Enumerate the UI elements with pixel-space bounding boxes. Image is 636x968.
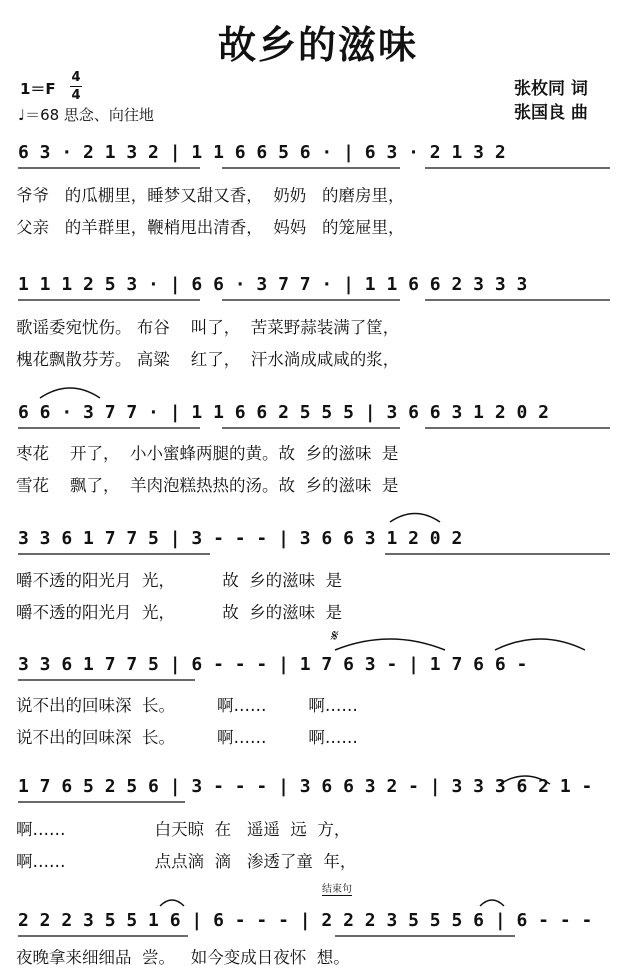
key-signature: 1＝F: [20, 80, 56, 98]
end-section-tag: 结束句: [322, 880, 352, 896]
lyrics-line-5a: 说不出的回味深 长。 啊…… 啊……: [16, 696, 358, 715]
song-title: 故乡的滋味: [217, 23, 418, 67]
slur: [480, 900, 504, 906]
slur: [335, 639, 445, 650]
lyrics-line-2b: 槐花飘散芬芳。 高粱 红了， 汗水淌成咸咸的浆，: [16, 350, 400, 369]
meter-top: 4: [71, 70, 81, 85]
notation-line-7: 2 2 2 3 5 5 1 6 | 6 - - - | 2 2 2 3 5 5 5 6 | 6 - - -: [18, 910, 593, 931]
lyrics-line-4b: 嚼不透的阳光月 光， 故 乡的滋味 是: [16, 603, 343, 622]
lyricist-credit: 张枚同 词: [514, 79, 588, 99]
slur: [160, 900, 184, 906]
notation-line-5: 3 3 6 1 7 7 5 | 6 - - - | 1 7 6 3 - | 1 7 6 6 -: [18, 654, 528, 675]
notation-line-2: 1 1 1 2 5 3 · | 6 6 · 3 7 7 · | 1 1 6 6 2 3 3 3: [18, 274, 528, 295]
lyrics-line-5b: 说不出的回味深 长。 啊…… 啊……: [16, 728, 358, 747]
tempo-marking: ♩＝68 思念、向往地: [18, 106, 154, 124]
notation-line-4: 3 3 6 1 7 7 5 | 3 - - - | 3 6 6 3 1 2 0 2: [18, 528, 463, 549]
segno-mark: 𝄋: [330, 626, 337, 645]
lyrics-line-4a: 嚼不透的阳光月 光， 故 乡的滋味 是: [16, 571, 343, 590]
lyrics-line-6a: 啊…… 白天晾 在 遥遥 远 方，: [16, 820, 351, 839]
slur: [495, 639, 585, 650]
lyrics-line-1a: 爷爷 的瓜棚里，睡梦又甜又香， 奶奶 的磨房里，: [16, 186, 405, 205]
lyrics-line-1b: 父亲 的羊群里，鞭梢甩出清香， 妈妈 的笼屉里，: [16, 218, 405, 237]
lyrics-line-3b: 雪花 飘了， 羊肉泡糕热热的汤。故 乡的滋味 是: [16, 476, 399, 495]
notation-line-6: 1 7 6 5 2 5 6 | 3 - - - | 3 6 6 3 2 - | 3 3 3 6 2 1 -: [18, 776, 593, 797]
composer-credit: 张国良 曲: [514, 103, 588, 123]
notation-line-1: 6 3 · 2 1 3 2 | 1 1 6 6 5 6 · | 6 3 · 2 1 3 2: [18, 142, 506, 163]
lyrics-line-2a: 歌谣委宛忧伤。 布谷 叫了， 苦菜野蒜装满了筐，: [16, 318, 400, 337]
slur: [40, 388, 100, 398]
slur: [390, 514, 440, 523]
meter-bottom: 4: [71, 88, 81, 103]
lyrics-line-7a: 夜晚拿来细细品 尝。 如今变成日夜怀 想。: [16, 948, 350, 967]
lyrics-line-3a: 枣花 开了， 小小蜜蜂两腿的黄。故 乡的滋味 是: [16, 444, 399, 463]
slur: [500, 776, 550, 784]
lyrics-line-6b: 啊…… 点点滴 滴 渗透了童 年，: [16, 852, 357, 871]
notation-line-3: 6 6 · 3 7 7 · | 1 1 6 6 2 5 5 5 | 3 6 6 3 1 2 0 2: [18, 402, 550, 423]
